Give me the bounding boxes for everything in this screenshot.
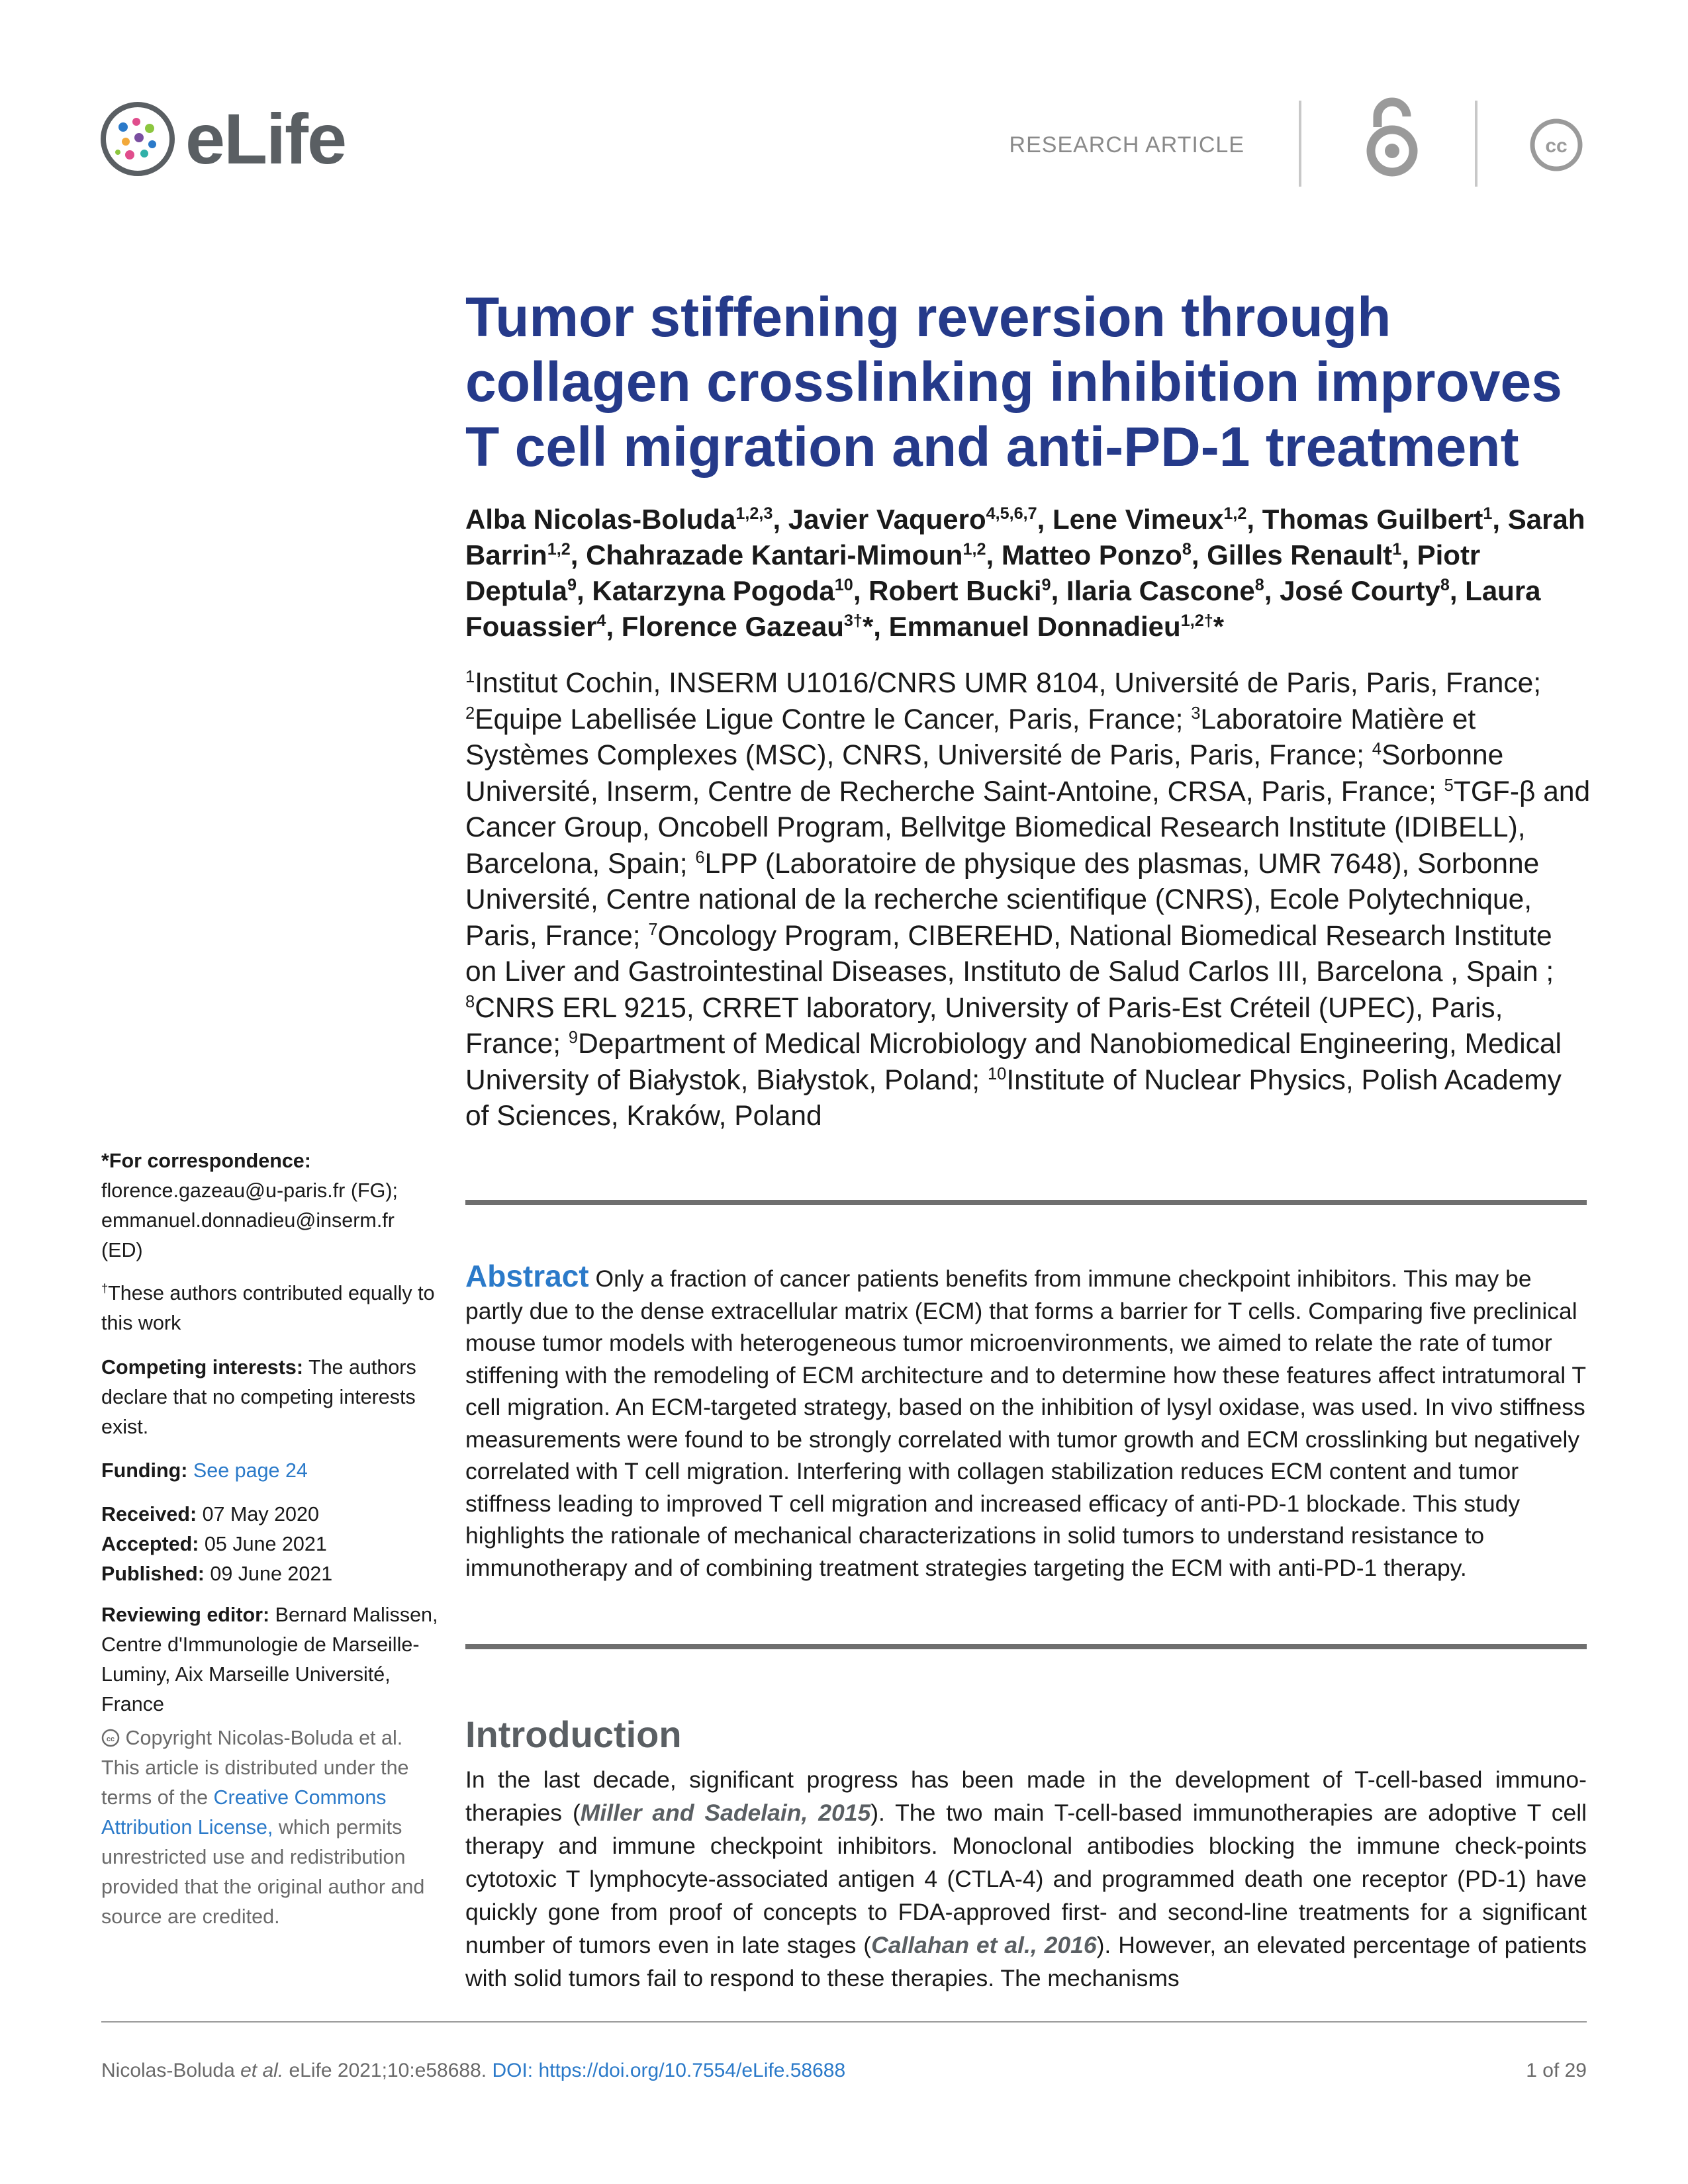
elife-logo[interactable] [98,99,346,179]
creative-commons-small-icon [101,1729,120,1747]
reviewing-editor: Reviewing editor: Bernard Malissen, Centre d'Immunologie de Marseille-Luminy, Aix Marseille Université, France [101,1604,438,1715]
abstract [465,1260,1587,1584]
author[interactable]: Florence Gazeau$^{3\dagger}$*, [621,611,889,642]
affiliation: $^8$CNRS ERL 9215, CRRET laboratory, University of Paris-Est Créteil (UPEC), Paris, France; [465,992,1503,1060]
header-divider [1299,101,1301,187]
author[interactable]: Laura Fouassier$^4$, [465,575,1541,642]
affiliation: $^6$LPP (Laboratoire de physique des plasmas, UMR 7648), Sorbonne Université, Centre national de la recherche scientifique (CNRS), Ecole Polytechnique, Paris, France; [465,848,1540,952]
author[interactable]: José Courty$^8$, [1280,575,1466,606]
header-divider [1475,101,1477,187]
abstract-top-rule [465,1200,1587,1205]
abstract-heading: Abstract [465,1259,589,1293]
affiliation: $^{10}$Institute of Nuclear Physics, Polish Academy of Sciences, Kraków, Poland [465,1064,1562,1132]
author[interactable]: Lene Vimeux$^{1,2}$, [1053,504,1262,535]
author-list [465,502,1591,645]
author[interactable]: Katarzyna Pogoda$^{10}$, [592,575,869,606]
affiliation: $^5$TGF-β and Cancer Group, Oncobell Program, Bellvitge Biomedical Research Institute (IDIBELL), Barcelona, Spain; [465,776,1591,880]
dates: Received: 07 May 2020 Accepted: 05 June 2021 Published: 09 June 2021 [101,1503,333,1585]
author[interactable]: Matteo Ponzo$^8$, [1001,539,1207,570]
correspondence-label: *For correspondence: [101,1150,311,1172]
abstract-bottom-rule [465,1644,1587,1649]
affiliation: $^3$Laboratoire Matière et Systèmes Complexes (MSC), CNRS, Université de Paris, Paris, France; [465,704,1476,771]
author[interactable]: Piotr Deptula$^9$, [465,539,1481,606]
introduction-heading: Introduction [465,1713,682,1755]
author[interactable]: Gilles Renault$^1$, [1207,539,1417,570]
funding-link[interactable]: See page 24 [187,1459,308,1482]
introduction-paragraph: In the last decade, significant progress has been made in the development of T-cell-based immuno-therapies (Miller and Sadelain, 2015). The two main T-cell-based immunotherapies are adoptive T cell therapy and immune checkpoint inhibitors. Monoclonal antibodies blocking the immune check-points cytotoxic T lymphocyte-associated antigen 4 (CTLA-4) and programmed death one receptor (PD-1) have quickly gone from proof of concepts to FDA-approved first- and second-line treatments for a significant number of tumors even in late stages (Callahan et al., 2016). However, an elevated percentage of patients with solid tumors fail to respond to these therapies. The mechanisms [465,1766,1587,1991]
funding: Funding: See page 24 [101,1459,308,1482]
author[interactable]: Sarah Barrin$^{1,2}$, [465,504,1585,570]
citation-link[interactable]: Callahan et al., 2016 [871,1932,1097,1958]
author[interactable]: Thomas Guilbert$^1$, [1262,504,1508,535]
open-access-icon[interactable] [1360,93,1424,179]
elife-logo-text: eLife [185,99,346,179]
footer-rule [101,2021,1587,2023]
author[interactable]: Ilaria Cascone$^8$, [1066,575,1280,606]
correspondence: *For correspondence: florence.gazeau@u-paris.fr (FG); emmanuel.donnadieu@inserm.fr (ED) [101,1150,398,1261]
elife-logo-icon [98,99,177,179]
affiliation: $^4$Sorbonne Université, Inserm, Centre de Recherche Saint-Antoine, CRSA, Paris, France; [465,739,1504,807]
competing-interests: Competing interests: The authors declare that no competing interests exist. [101,1356,416,1438]
page-number: 1 of 29 [1526,2060,1587,2081]
affiliation: $^1$Institut Cochin, INSERM U1016/CNRS UMR 8104, Université de Paris, Paris, France; [465,667,1542,699]
author[interactable]: Chahrazade Kantari-Mimoun$^{1,2}$, [586,539,1002,570]
affiliation: $^7$Oncology Program, CIBEREHD, National Biomedical Research Institute on Liver and Gastrointestinal Diseases, Instituto de Salud Carlos III, Barcelona , Spain ; [465,920,1554,987]
affiliations [465,666,1591,1135]
equal-contribution-note: †These authors contributed equally to this work [101,1281,435,1334]
footer-citation: Nicolas-Boluda et al. eLife 2021;10:e58688. DOI: https://doi.org/10.7554/eLife.58688 [101,2060,846,2081]
affiliation: $^2$Equipe Labellisée Ligue Contre le Cancer, Paris, France; [465,704,1192,735]
citation-link[interactable]: Miller and Sadelain, 2015 [580,1799,871,1826]
article-title: Tumor stiffening reversion through collagen crosslinking inhibition improves T cell migration and anti-PD-1 treatment [465,286,1562,478]
copyright: cc Copyright Nicolas-Boluda et al. This article is distributed under the terms of the Creative Commons Attribution License, which permits unrestricted use and redistribution provided that the original author and source are credited. [101,1727,425,1928]
author[interactable]: Emmanuel Donnadieu$^{1,2\dagger}$* [888,611,1225,642]
author[interactable]: Javier Vaquero$^{4,5,6,7}$, [788,504,1053,535]
svg-text:cc: cc [106,1735,115,1743]
abstract-text: Only a fraction of cancer patients benefits from immune checkpoint inhibitors. This may be partly due to the dense extracellular matrix (ECM) that forms a barrier for T cells. Comparing five preclinical mouse tumor models with heterogeneous tumor microenvironments, we aimed to relate the rate of tumor stiffening with the remodeling of ECM architecture and to determine how these features affect intratumoral T cell migration. An ECM-targeted strategy, based on the inhibition of lysyl oxidase, was used. In vivo stiffness measurements were found to be strongly correlated with tumor growth and ECM crosslinking but negatively correlated with T cell migration. Interfering with collagen stabilization reduces ECM content and tumor stiffness leading to improved T cell migration and increased efficacy of anti-PD-1 blockade. This study highlights the rationale of mechanical characterizations in solid tumors to understand resistance to immunotherapy and of combining treatment strategies targeting the ECM with anti-PD-1 therapy. [465,1265,1586,1581]
creative-commons-icon[interactable] [1529,118,1583,172]
author[interactable]: Robert Bucki$^9$, [868,575,1066,606]
email-link[interactable]: emmanuel.donnadieu@inserm.fr [101,1209,395,1232]
email-link[interactable]: florence.gazeau@u-paris.fr [101,1179,346,1202]
article-type: RESEARCH ARTICLE [1009,132,1244,158]
doi-link[interactable]: DOI: https://doi.org/10.7554/eLife.58688 [492,2060,846,2081]
affiliation: $^9$Department of Medical Microbiology and Nanobiomedical Engineering, Medical University of Białystok, Białystok, Poland; [465,1028,1562,1096]
author[interactable]: Alba Nicolas-Boluda$^{1,2,3}$, [465,504,788,535]
svg-text:cc: cc [1545,135,1568,157]
license-link[interactable]: Creative Commons Attribution License, [101,1786,387,1839]
